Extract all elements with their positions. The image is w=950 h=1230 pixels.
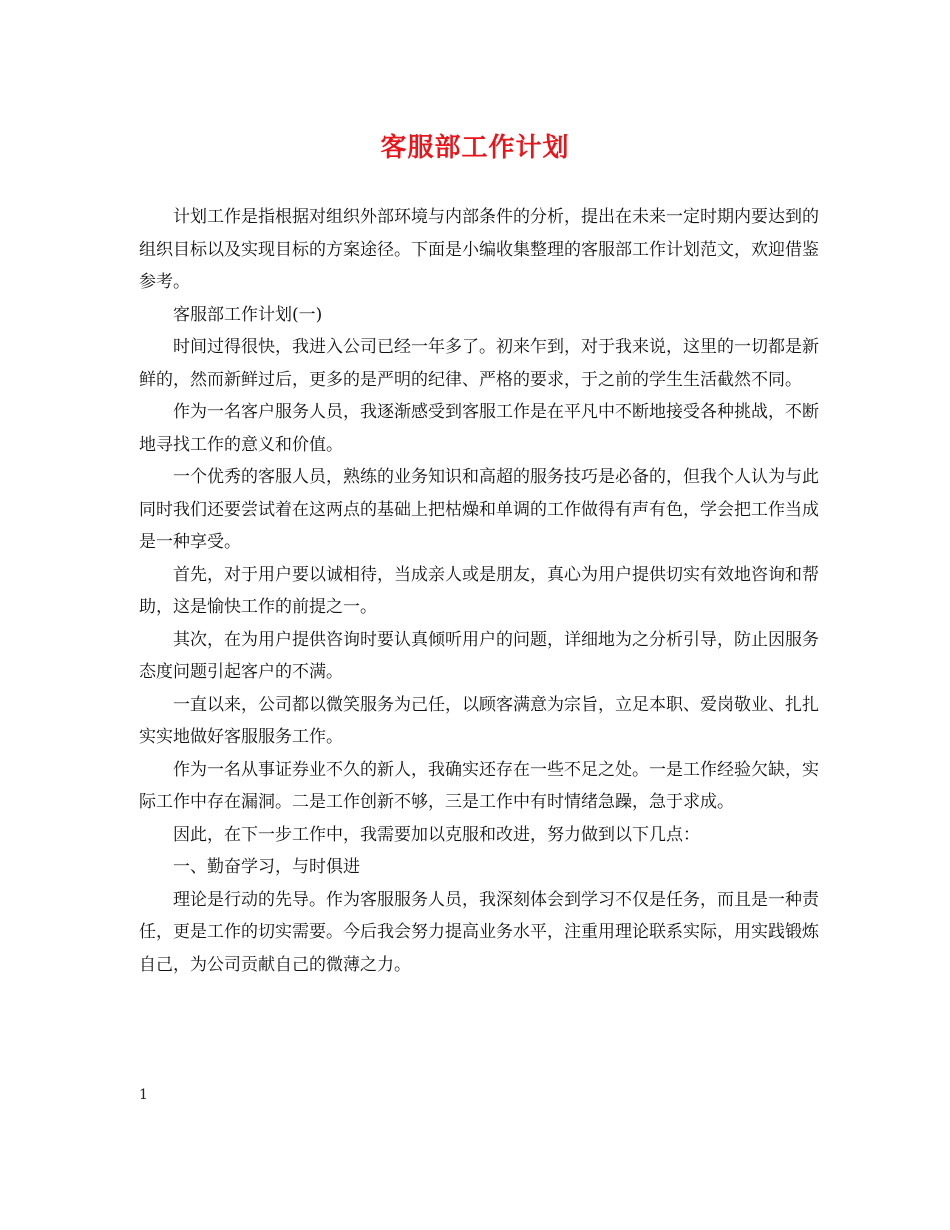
paragraph: 一个优秀的客服人员，熟练的业务知识和高超的服务技巧是必备的，但我个人认为与此同时我们还要尝试着在这两点的基础上把枯燥和单调的工作做得有声有色，学会把工作当成是一种享受。 [139, 467, 819, 552]
section-heading: 客服部工作计划(一) [173, 304, 323, 325]
paragraph: 理论是行动的先导。作为客服服务人员，我深刻体会到学习不仅是任务，而且是一种责任，更是工作的切实需要。今后我会努力提高业务水平，注重用理论联系实际，用实践锻炼自己，为公司贡献自己的微薄之力。 [139, 889, 819, 975]
subsection-heading: 一、勤奋学习，与时俱进 [173, 857, 360, 877]
page-number: 1 [139, 1087, 148, 1103]
paragraph: 作为一名客户服务人员，我逐渐感受到客服工作是在平凡中不断地接受各种挑战，不断地寻找工作的意义和价值。 [139, 402, 819, 455]
paragraph: 作为一名从事证券业不久的新人，我确实还存在一些不足之处。一是工作经验欠缺，实际工作中存在漏洞。二是工作创新不够，三是工作中有时情绪急躁，急于求成。 [139, 759, 819, 812]
paragraph: 时间过得很快，我进入公司已经一年多了。初来乍到，对于我来说，这里的一切都是新鲜的，然而新鲜过后，更多的是严明的纪律、严格的要求，于之前的学生生活截然不同。 [139, 337, 819, 390]
paragraph: 一直以来，公司都以微笑服务为己任，以顾客满意为宗旨，立足本职、爱岗敬业、扎扎实实地做好客服服务工作。 [139, 694, 819, 747]
paragraph: 首先，对于用户要以诚相待，当成亲人或是朋友，真心为用户提供切实有效地咨询和帮助，这是愉快工作的前提之一。 [139, 564, 819, 617]
document-title: 客服部工作计划 [380, 133, 570, 163]
paragraph-intro: 计划工作是指根据对组织外部环境与内部条件的分析，提出在未来一定时期内要达到的组织目标以及实现目标的方案途径。下面是小编收集整理的客服部工作计划范文，欢迎借鉴参考。 [139, 207, 819, 292]
paragraph: 因此，在下一步工作中，我需要加以克服和改进，努力做到以下几点： [173, 824, 700, 845]
paragraph: 其次，在为用户提供咨询时要认真倾听用户的问题，详细地为之分析引导，防止因服务态度问题引起客户的不满。 [139, 629, 819, 682]
document-body [139, 201, 819, 981]
